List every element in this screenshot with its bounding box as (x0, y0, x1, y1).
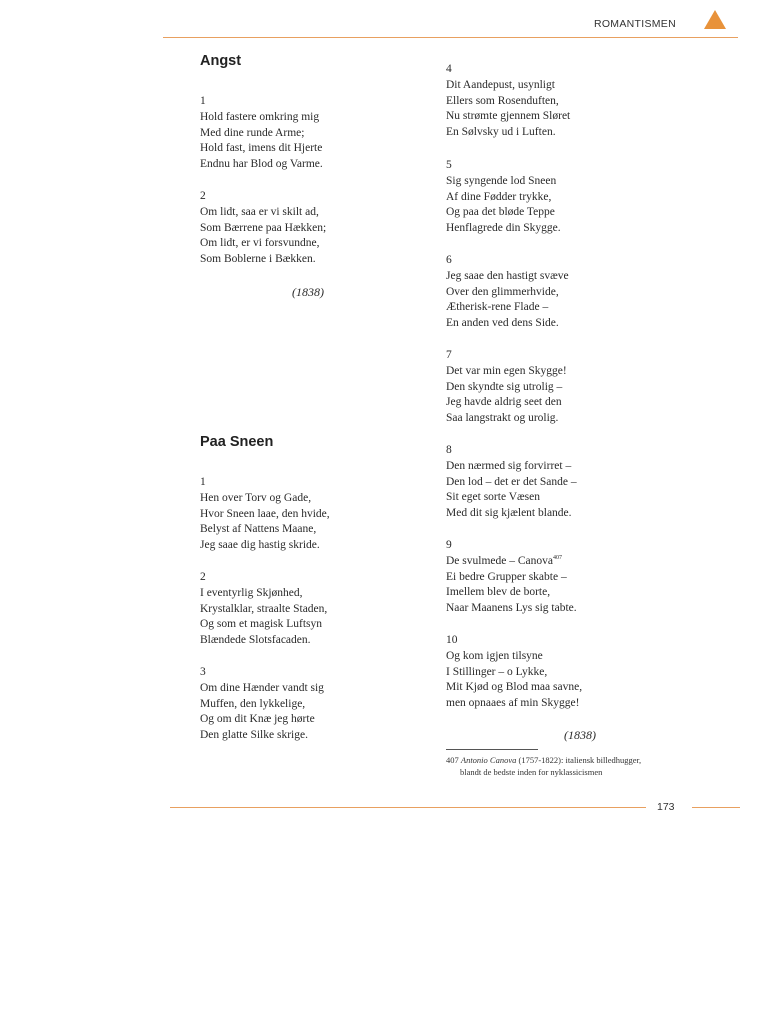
footnote-name: Antonio Canova (460, 755, 517, 765)
verse-line: Dit Aandepust, usynligt (446, 78, 555, 91)
page-number: 173 (657, 801, 675, 813)
footnote-rule (446, 749, 538, 750)
stanza-number: 2 (200, 571, 206, 583)
verse-line: Hold fastere omkring mig (200, 110, 320, 123)
verse-line: Hvor Sneen laae, den hvide, (200, 507, 330, 520)
verse-line: Jeg havde aldrig seet den (446, 396, 562, 409)
verse-line: Endnu har Blod og Varme. (200, 158, 323, 171)
verse-line: Den nærmed sig forvirret – (446, 459, 572, 472)
verse-line: Ellers som Rosenduften, (446, 94, 559, 107)
verse-text: De svulmede – Canova (446, 554, 553, 567)
stanza-number: 6 (446, 254, 452, 266)
stanza (200, 665, 324, 744)
stanza (446, 633, 582, 712)
verse-line: Sig syngende lod Sneen (446, 174, 557, 187)
verse-line: Og paa det bløde Teppe (446, 206, 555, 219)
verse-line: En anden ved dens Side. (446, 317, 559, 330)
poem-title-paa-sneen: Paa Sneen (200, 434, 274, 450)
footnote (446, 754, 686, 778)
stanza (446, 538, 577, 617)
verse-line: Og kom igjen tilsyne (446, 649, 543, 662)
footer-rule (692, 807, 740, 808)
stanza (446, 348, 567, 427)
footnote-reference[interactable]: 407 (553, 554, 562, 561)
footer-rule (170, 807, 646, 808)
verse-line: Jeg saae den hastigt svæve (446, 269, 569, 282)
verse-line: Den lod – det er det Sande – (446, 475, 577, 488)
stanza-number: 7 (446, 349, 452, 361)
footnote-text: (1757-1822): italiensk billedhugger, (516, 755, 642, 765)
verse-line: Ætherisk-rene Flade – (446, 301, 549, 314)
stanza-number: 1 (200, 95, 206, 107)
stanza-number: 8 (446, 444, 452, 456)
verse-line: I Stillinger – o Lykke, (446, 665, 548, 678)
stanza-number: 4 (446, 63, 452, 75)
section-title: ROMANTISMEN (593, 18, 676, 30)
poem-title-angst: Angst (200, 53, 242, 69)
verse-line: Og om dit Knæ jeg hørte (200, 713, 315, 726)
verse-line: Naar Maanens Lys sig tabte. (446, 602, 577, 615)
stanza (446, 62, 570, 141)
stanza-number: 1 (200, 476, 206, 488)
stanza (446, 158, 561, 237)
verse-line: Nu strømte gjennem Sløret (446, 110, 571, 123)
verse-line: Som Boblerne i Bækken. (200, 253, 316, 266)
verse-line: Ei bedre Grupper skabte – (446, 570, 567, 583)
poem-year: (1838) (564, 728, 596, 742)
verse-line: Jeg saae dig hastig skride. (200, 539, 320, 552)
verse-line: Saa langstrakt og urolig. (446, 412, 559, 425)
verse-line (446, 554, 577, 570)
stanza (446, 253, 569, 332)
triangle-icon (704, 10, 726, 29)
stanza-number: 10 (446, 634, 458, 646)
verse-line: Det var min egen Skygge! (446, 364, 567, 377)
poem-year: (1838) (292, 285, 324, 299)
stanza (200, 475, 330, 554)
verse-line: Den glatte Silke skrige. (200, 729, 308, 742)
verse-line: Hen over Torv og Gade, (200, 491, 312, 504)
footnote-text-continued: blandt de bedste inden for nyklassicismen (460, 767, 603, 777)
verse-line: Krystalklar, straalte Staden, (200, 602, 328, 615)
stanza-number: 5 (446, 159, 452, 171)
verse-line: Over den glimmerhvide, (446, 285, 559, 298)
verse-line: Den skyndte sig utrolig – (446, 380, 563, 393)
verse-line: Om lidt, er vi forsvundne, (200, 237, 320, 250)
verse-line: I eventyrlig Skjønhed, (200, 586, 303, 599)
stanza (200, 189, 326, 268)
verse-line: Som Bærrene paa Hækken; (200, 221, 327, 234)
verse-line: Hold fast, imens dit Hjerte (200, 142, 323, 155)
stanza-number: 9 (446, 539, 452, 551)
verse-line: En Sølvsky ud i Luften. (446, 126, 556, 139)
stanza-number: 2 (200, 190, 206, 202)
stanza (200, 570, 327, 649)
verse-line: Muffen, den lykkelige, (200, 697, 306, 710)
verse-line: Om lidt, saa er vi skilt ad, (200, 205, 319, 218)
verse-line: Mit Kjød og Blod maa savne, (446, 681, 583, 694)
header-rule (163, 37, 738, 38)
verse-line: men opnaaes af min Skygge! (446, 697, 580, 710)
stanza (200, 94, 323, 173)
verse-line: Henflagrede din Skygge. (446, 222, 561, 235)
verse-line: Belyst af Nattens Maane, (200, 523, 317, 536)
verse-line: Imellem blev de borte, (446, 586, 551, 599)
verse-line: Og som et magisk Luftsyn (200, 618, 323, 631)
verse-line: Af dine Fødder trykke, (446, 190, 552, 203)
stanza-number: 3 (200, 666, 206, 678)
verse-line: Om dine Hænder vandt sig (200, 681, 324, 694)
footnote-number: 407 (446, 755, 459, 765)
verse-line: Med dit sig kjælent blande. (446, 507, 572, 520)
verse-line: Sit eget sorte Væsen (446, 491, 541, 504)
verse-line: Med dine runde Arme; (200, 126, 305, 139)
verse-line: Blændede Slotsfacaden. (200, 634, 311, 647)
stanza (446, 443, 577, 522)
